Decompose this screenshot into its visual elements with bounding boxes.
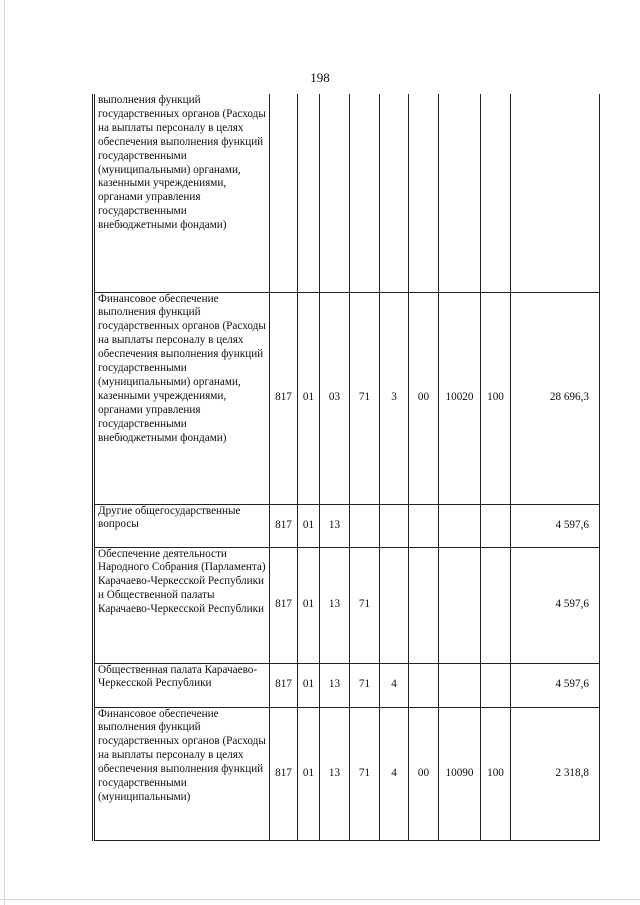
- main-event-code: [409, 547, 439, 663]
- ministry-code: 817: [270, 663, 298, 707]
- table-row: [94, 94, 600, 292]
- subprogram-code: [380, 547, 409, 663]
- ministry-code: 817: [270, 292, 298, 504]
- amount: 4 597,6: [511, 547, 600, 663]
- page-bottom-margin-line: [0, 899, 640, 900]
- amount: [511, 94, 600, 292]
- main-event-code: [409, 94, 439, 292]
- table-row: [94, 504, 600, 547]
- subsection-code: 03: [320, 292, 350, 504]
- subprogram-code: 4: [380, 663, 409, 707]
- table-row: [94, 707, 600, 840]
- program-code: 71: [350, 663, 380, 707]
- program-code: [350, 94, 380, 292]
- amount: 4 597,6: [511, 504, 600, 547]
- main-event-code: 00: [409, 707, 439, 840]
- section-code: 01: [298, 547, 320, 663]
- budget-table: [92, 94, 600, 841]
- row-name: Финансовое обеспечение выполнения функций государственных органов (Расходы на выплаты персоналу в целях обеспечения выполнения функций государственными (муниципальными) органами, казенными учреждениями, органами управления государственными внебюджетными фондами): [94, 292, 270, 504]
- direction-code: [439, 663, 481, 707]
- subsection-code: 13: [320, 663, 350, 707]
- direction-code: [439, 94, 481, 292]
- main-event-code: [409, 663, 439, 707]
- ministry-code: 817: [270, 547, 298, 663]
- subsection-code: 13: [320, 504, 350, 547]
- section-code: 01: [298, 707, 320, 840]
- expense-type-code: [481, 94, 511, 292]
- page-number: 198: [310, 70, 330, 85]
- amount: 2 318,8: [511, 707, 600, 840]
- program-code: 71: [350, 547, 380, 663]
- section-code: 01: [298, 504, 320, 547]
- program-code: 71: [350, 292, 380, 504]
- program-code: 71: [350, 707, 380, 840]
- table-row: [94, 292, 600, 504]
- ministry-code: 817: [270, 707, 298, 840]
- program-code: [350, 504, 380, 547]
- expense-type-code: 100: [481, 292, 511, 504]
- ministry-code: [270, 94, 298, 292]
- expense-type-code: [481, 504, 511, 547]
- row-name: Финансовое обеспечение выполнения функций государственных органов (Расходы на выплаты персоналу в целях обеспечения выполнения функций государственными (муниципальными): [94, 707, 270, 840]
- row-name: выполнения функций государственных органов (Расходы на выплаты персоналу в целях обеспечения выполнения функций государственными (муниципальными) органами, казенными учреждениями, органами управления государственными внебюджетными фондами): [94, 94, 270, 292]
- amount: 28 696,3: [511, 292, 600, 504]
- section-code: [298, 94, 320, 292]
- subprogram-code: 4: [380, 707, 409, 840]
- row-name: Общественная палата Карачаево-Черкесской Республики: [94, 663, 270, 707]
- direction-code: [439, 547, 481, 663]
- row-name: Обеспечение деятельности Народного Собрания (Парламента) Карачаево-Черкесской Республики и Общественной палаты Карачаево-Черкесской Республики: [94, 547, 270, 663]
- main-event-code: 00: [409, 292, 439, 504]
- table-row: [94, 663, 600, 707]
- subprogram-code: [380, 504, 409, 547]
- subprogram-code: 3: [380, 292, 409, 504]
- section-code: 01: [298, 292, 320, 504]
- page-left-margin-line: [4, 0, 5, 905]
- main-event-code: [409, 504, 439, 547]
- subsection-code: 13: [320, 547, 350, 663]
- amount: 4 597,6: [511, 663, 600, 707]
- row-name: Другие общегосударственные вопросы: [94, 504, 270, 547]
- direction-code: 10020: [439, 292, 481, 504]
- expense-type-code: 100: [481, 707, 511, 840]
- expense-type-code: [481, 547, 511, 663]
- direction-code: [439, 504, 481, 547]
- table-row: [94, 547, 600, 663]
- subsection-code: [320, 94, 350, 292]
- expense-type-code: [481, 663, 511, 707]
- subprogram-code: [380, 94, 409, 292]
- ministry-code: 817: [270, 504, 298, 547]
- section-code: 01: [298, 663, 320, 707]
- subsection-code: 13: [320, 707, 350, 840]
- direction-code: 10090: [439, 707, 481, 840]
